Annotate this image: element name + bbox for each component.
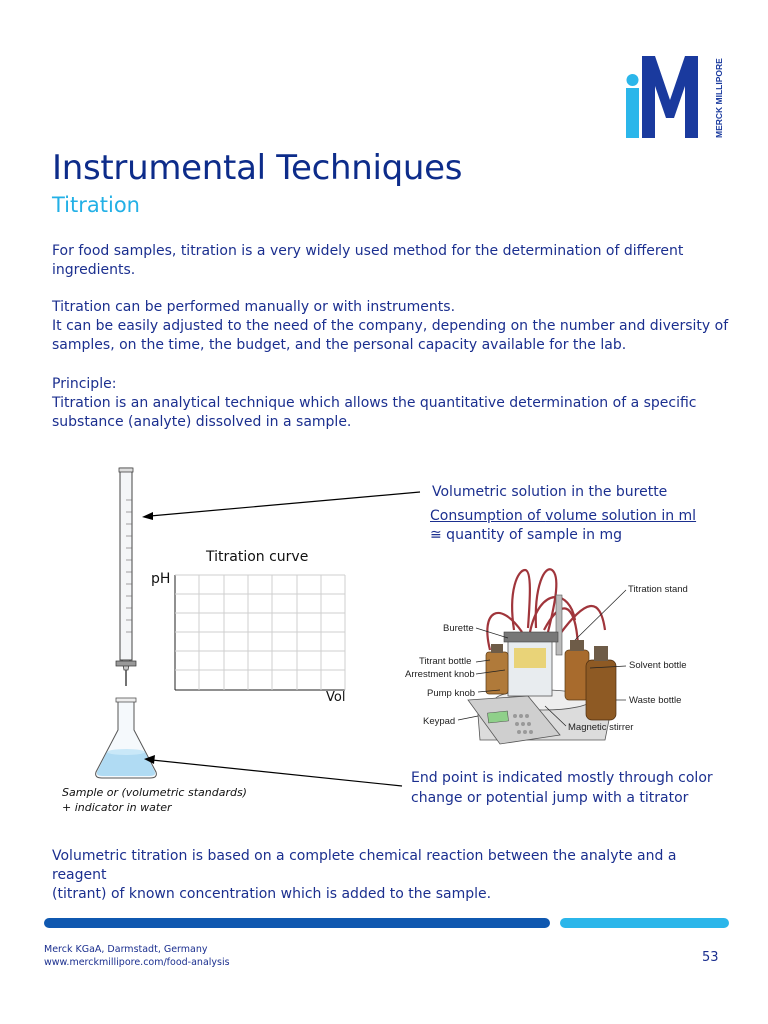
- pointer-arrows: [142, 492, 420, 786]
- sample-label-line1: Sample or (volumetric standards): [62, 786, 247, 799]
- caption-endpoint-line2: change or potential jump with a titrator: [411, 790, 689, 806]
- logo-wordmark: MERCK MILLIPORE: [714, 58, 724, 138]
- caption-volumetric-solution: Volumetric solution in the burette: [432, 484, 668, 500]
- methods-paragraph: [52, 298, 732, 355]
- caption-consumption-rest: volume solution in ml: [545, 508, 697, 524]
- merck-millipore-logo: [622, 48, 732, 148]
- text-line: Titration can be performed manually or with instruments.: [52, 299, 456, 315]
- text-line: ingredients.: [52, 262, 136, 278]
- burette-illustration: [116, 468, 136, 686]
- footer-bar-light: [560, 918, 729, 928]
- footer-bar-dark: [44, 918, 550, 928]
- page-number: 53: [702, 950, 719, 965]
- label-burette: Burette: [443, 623, 474, 634]
- page-subtitle: Titration: [52, 193, 140, 217]
- caption-consumption-underlined: Consumption of: [430, 508, 546, 524]
- text-line: (titrant) of known concentration which is added to the sample.: [52, 886, 492, 902]
- footer-url-link[interactable]: www.merckmillipore.com/food-analysis: [44, 957, 230, 968]
- label-waste-bottle: Waste bottle: [629, 695, 682, 706]
- principle-paragraph: [52, 375, 732, 432]
- sample-label-line2: + indicator in water: [62, 801, 172, 814]
- text-line: For food samples, titration is a very widely used method for the determination of different: [52, 243, 684, 259]
- curve-title: Titration curve: [206, 549, 309, 565]
- label-titration-stand: Titration stand: [628, 584, 688, 595]
- caption-consumption: [430, 508, 696, 524]
- label-titrant-bottle: Titrant bottle: [419, 656, 472, 667]
- label-pump-knob: Pump knob: [427, 688, 476, 699]
- footer-company: Merck KGaA, Darmstadt, Germany: [44, 944, 208, 955]
- caption-endpoint-line1: End point is indicated mostly through color: [411, 770, 713, 786]
- text-line: Titration is an analytical technique which allows the quantitative determination of a specific: [52, 395, 697, 411]
- text-line: Volumetric titration is based on a complete chemical reaction between the analyte and a reagent: [52, 848, 677, 883]
- text-line: substance (analyte) dissolved in a sample.: [52, 414, 352, 430]
- caption-quantity: ≅ quantity of sample in mg: [430, 527, 623, 543]
- erlenmeyer-flask-illustration: [96, 698, 157, 778]
- text-line: samples, on the time, the budget, and the personal capacity available for the lab.: [52, 337, 627, 353]
- titration-curve-chart: [175, 575, 345, 690]
- label-arrestment-knob: Arrestment knob: [405, 669, 475, 680]
- text-line: Principle:: [52, 376, 117, 392]
- automatic-titrator-illustration: [458, 569, 626, 744]
- curve-y-label: pH: [151, 571, 171, 587]
- intro-paragraph: [52, 242, 732, 280]
- page-title: Instrumental Techniques: [52, 148, 463, 188]
- label-solvent-bottle: Solvent bottle: [629, 660, 687, 671]
- label-keypad: Keypad: [423, 716, 456, 727]
- label-magnetic-stirrer: Magnetic stirrer: [568, 722, 634, 733]
- volumetric-paragraph: [52, 847, 732, 904]
- text-line: It can be easily adjusted to the need of the company, depending on the number and diversity of: [52, 318, 729, 334]
- curve-x-label: Vol: [326, 690, 346, 705]
